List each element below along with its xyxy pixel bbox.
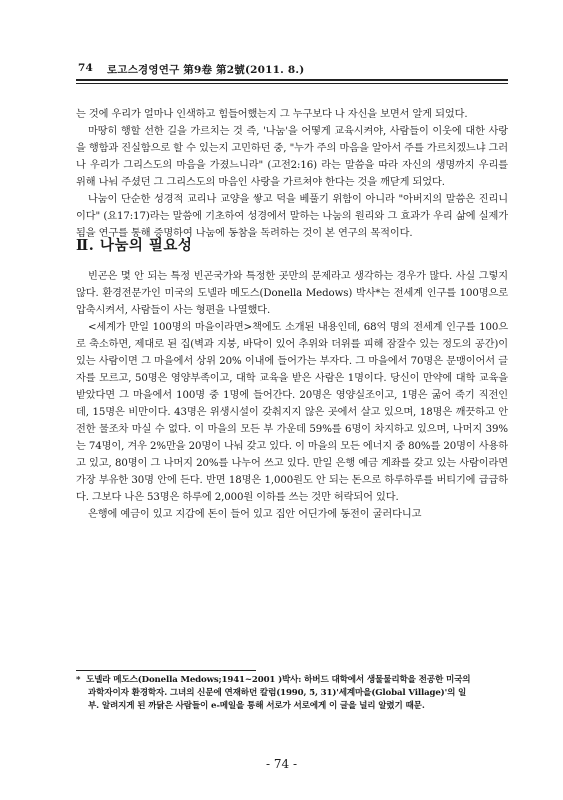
footnote-line: 과학자이자 환경학자. 그녀의 신문에 연재하던 칼럼(1990, 5, 31)'세계마을(Global Village)'의 일 bbox=[88, 688, 467, 698]
footnote bbox=[76, 674, 508, 713]
running-header bbox=[78, 62, 508, 77]
paragraph: 빈곤은 몇 안 되는 특정 빈곤국가와 특정한 곳만의 문제라고 생각하는 경우가 많다. 사실 그렇지 않다. 환경전문가인 미국의 도넬라 메도스(Donella Medows) 박사*는 전세계 인구를 100명으로 압축시켜서, 사람들이 사는 형편을 나열했다. bbox=[76, 271, 508, 316]
paragraph: 은행에 예금이 있고 지갑에 돈이 들어 있고 집안 어딘가에 동전이 굴러다니고 bbox=[88, 509, 422, 520]
paragraph: 마땅히 행할 선한 길을 가르치는 것 즉, '나눔'을 어떻게 교육시켜야, 사람들이 이웃에 대한 사랑을 행함과 진실함으로 할 수 있는지 고민하던 중, "누가 주의 마음을 알아서 주를 가르치겠느냐 그러나 우리가 그리스도의 마음을 가졌느니라" (고전2:16) 라는 말씀을 따라 자신의 생명까지 우리를 위해 나눠 주셨던 그 그리스도의 마음인 사랑을 가르쳐야 한다는 것을 깨닫게 되었다. bbox=[76, 126, 508, 188]
header-rule bbox=[76, 79, 508, 84]
footnote-rule bbox=[76, 670, 256, 671]
footnote-line: 부. 알려지게 된 까닭은 사람들이 e-메일을 통해 서로가 서로에게 이 글을 널리 알렸기 때문. bbox=[88, 701, 425, 711]
paragraph: <세계가 만일 100명의 마을이라면>책에도 소개된 내용인데, 68억 명의 전세계 인구를 100으로 축소하면, 제대로 된 집(벽과 지붕, 바닥이 있어 추위와 더위를 피해 잠잘수 있는 정도의 공간)이 있는 사람이면 그 마을에서 상위 20% 이내에 들어가는 부자다. 그 마을에서 70명은 문맹이어서 글자를 모르고, 50명은 영양부족이고, 대학 교육을 받은 사람은 1명이다. 당신이 만약에 대학 교육을 받았다면 그 마을에서 100명 중 1명에 들어간다. 20명은 영양실조이고, 1명은 굶어 죽기 직전인데, 15명은 비만이다. 43명은 위생시설이 갖춰지지 않은 곳에서 살고 있으며, 18명은 깨끗하고 안전한 물조차 마실 수 없다. 이 마을의 모든 부 가운데 59%를 6명이 차지하고 있으며, 나머지 39%는 74명이, 겨우 2%만을 20명이 나눠 갖고 있다. 이 마을의 모든 에너지 중 80%를 20명이 사용하고 있고, 80명이 그 나머지 20%를 나누어 쓰고 있다. 만일 은행 예금 계좌를 갖고 있는 사람이라면 가장 부유한 30명 안에 든다. 반면 18명은 1,000원도 안 되는 돈으로 하루하루를 버티기에 급급하다. 그보다 나은 53명은 하루에 2,000원 이하를 쓰는 것만 허락되어 있다. bbox=[76, 322, 508, 503]
footnote-mark: * bbox=[76, 675, 81, 685]
header-journal-title: 로고스경영연구 第9卷 第2號(2011. 8.) bbox=[107, 64, 305, 76]
section-paragraphs bbox=[76, 268, 508, 523]
footnote-line: 도넬라 메도스(Donella Medows;1941~2001 )박사: 하버드 대학에서 생물물리학을 전공한 미국의 bbox=[86, 675, 471, 685]
page-number: - 74 - bbox=[265, 757, 297, 771]
section-heading: Ⅱ. 나눔의 필요성 bbox=[76, 237, 193, 254]
paragraph: 나눔이 단순한 성경적 교리나 교양을 쌓고 덕을 베풀기 위함이 아니라 "아버지의 말씀은 진리니이다" (요17:17)라는 말씀에 기초하여 성경에서 말하는 나눔의 원리와 그 효과가 우리 삶에 실제가 됨을 연구를 통해 증명하여 나눔에 동참을 독려하는 것이 본 연구의 목적이다. bbox=[76, 194, 508, 239]
paragraph: 는 것에 우리가 얼마나 인색하고 힘들어했는지 그 누구보다 나 자신을 보면서 알게 되었다. bbox=[76, 109, 468, 120]
intro-paragraphs bbox=[76, 106, 508, 242]
header-page-number: 74 bbox=[78, 62, 94, 74]
